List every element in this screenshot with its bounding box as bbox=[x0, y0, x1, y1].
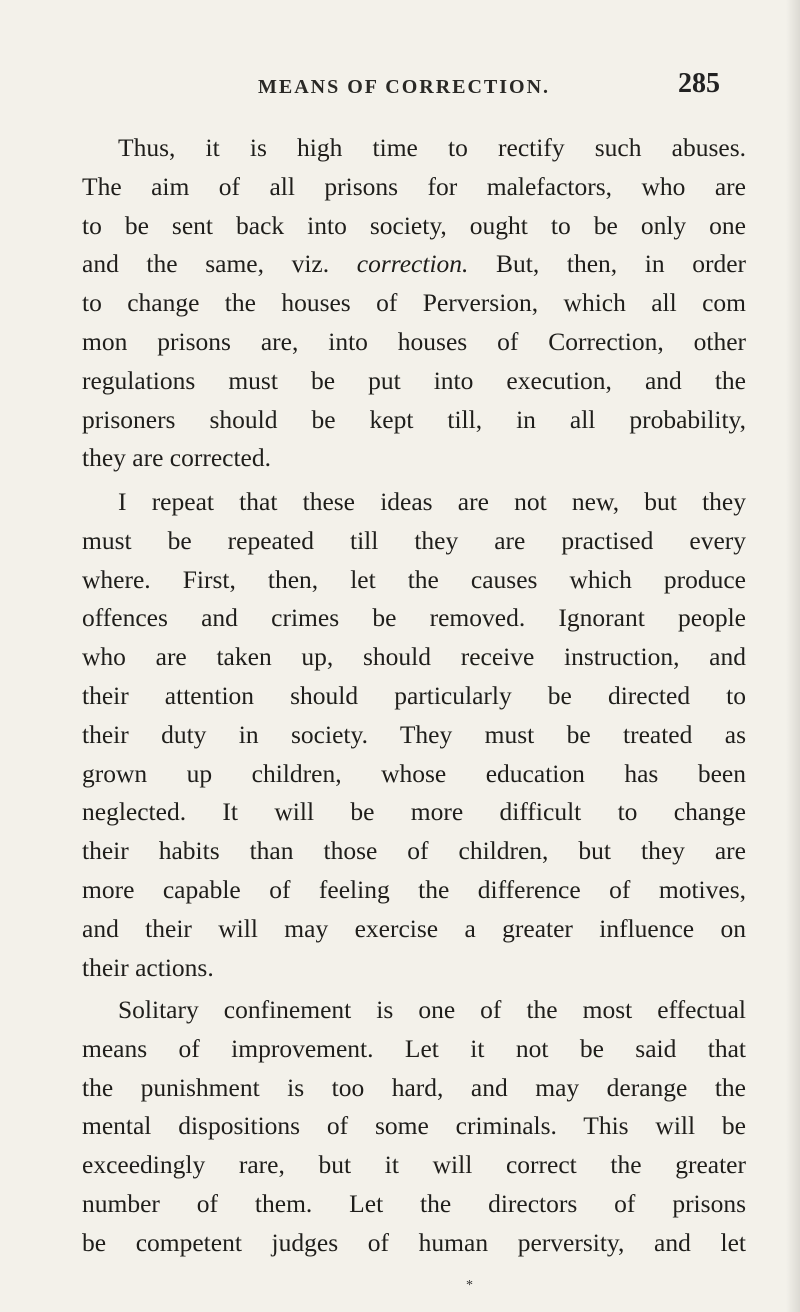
signature-mark: * bbox=[466, 1278, 473, 1293]
text-line: exceedingly rare, but it will correct the greater bbox=[82, 1150, 746, 1180]
text-line: regulations must be put into execution, and the bbox=[82, 365, 746, 395]
text-line: neglected. It will be more difficult to change bbox=[82, 797, 746, 827]
text-line: their attention should particularly be directed to bbox=[82, 680, 746, 710]
text-line: who are taken up, should receive instruction, and bbox=[82, 642, 746, 672]
text-line: more capable of feeling the difference of motives, bbox=[82, 874, 746, 904]
page-number: 285 bbox=[678, 68, 720, 99]
text-line: their duty in society. They must be treated as bbox=[82, 719, 746, 749]
text-line: means of improvement. Let it not be said that bbox=[82, 1033, 746, 1063]
text-line: to be sent back into society, ought to be only one bbox=[82, 210, 746, 240]
text-line: be competent judges of human perversity, and let bbox=[82, 1227, 746, 1257]
paragraph-2 bbox=[82, 483, 746, 987]
text-line: their actions. bbox=[82, 952, 214, 982]
text-line: mental dispositions of some criminals. This will be bbox=[82, 1111, 746, 1141]
text-line: offences and crimes be removed. Ignorant people bbox=[82, 603, 746, 633]
text-line: must be repeated till they are practised every bbox=[82, 525, 746, 555]
text-segment: and the same, viz. bbox=[82, 249, 330, 279]
text-line: mon prisons are, into houses of Correction, other bbox=[82, 326, 746, 356]
text-line: Solitary confinement is one of the most effectual bbox=[118, 995, 746, 1024]
text-line bbox=[82, 245, 746, 284]
text-line: they are corrected. bbox=[82, 443, 271, 473]
paragraph-1 bbox=[82, 129, 746, 478]
page-edge-shadow bbox=[786, 0, 800, 1312]
text-line: and their will may exercise a greater influence on bbox=[82, 913, 746, 943]
text-line: I repeat that these ideas are not new, but they bbox=[118, 487, 746, 516]
text-line: prisoners should be kept till, in all probability, bbox=[82, 404, 746, 434]
text-segment: But, then, in order bbox=[496, 249, 747, 279]
text-line: the punishment is too hard, and may derange the bbox=[82, 1072, 746, 1102]
paragraph-3 bbox=[82, 991, 746, 1263]
text-line: to change the houses of Perversion, which all com bbox=[82, 288, 746, 318]
italic-term: correction. bbox=[356, 249, 469, 279]
text-line: their habits than those of children, but they are bbox=[82, 836, 746, 866]
running-title: MEANS OF CORRECTION. bbox=[258, 76, 551, 98]
text-line: number of them. Let the directors of prisons bbox=[82, 1188, 746, 1218]
text-line: where. First, then, let the causes which produce bbox=[82, 564, 746, 594]
text-line: grown up children, whose education has been bbox=[82, 758, 746, 788]
text-line: The aim of all prisons for malefactors, who are bbox=[82, 171, 746, 201]
text-line: Thus, it is high time to rectify such abuses. bbox=[118, 133, 746, 162]
